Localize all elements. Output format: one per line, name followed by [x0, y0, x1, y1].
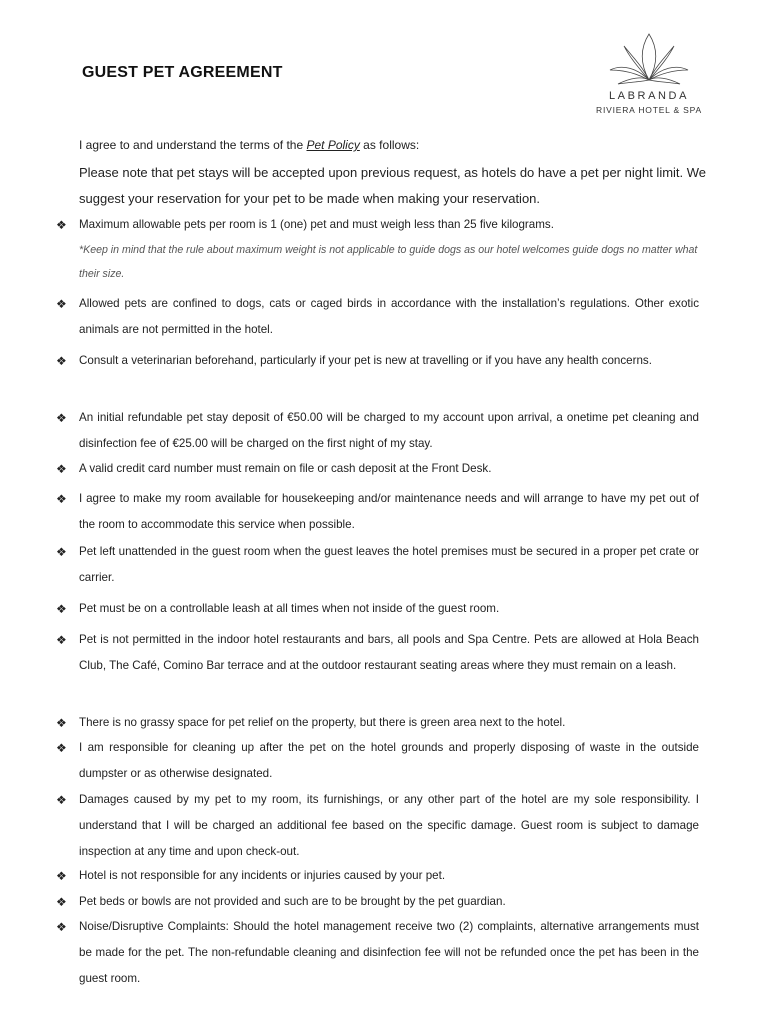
logo-brand-name: LABRANDA — [608, 90, 690, 102]
reservation-note: Please note that pet stays will be accepted upon previous request, as hotels do have a pet per night limit. We suggest your reservation for your pet to be made when making your reservation. — [79, 165, 707, 206]
list-item-text: Consult a veterinarian beforehand, particularly if your pet is new at travelling or if you have any health concerns. — [79, 354, 652, 367]
pet-policy-link[interactable]: Pet Policy — [306, 138, 360, 152]
list-item-text: There is no grassy space for pet relief on the property, but there is green area next to the hotel. — [79, 716, 566, 729]
list-item-text: Pet beds or bowls are not provided and such are to be brought by the pet guardian. — [79, 895, 506, 908]
list-item-text: Hotel is not responsible for any incidents or injuries caused by your pet. — [79, 869, 446, 882]
diamond-bullet-icon — [56, 895, 70, 909]
diamond-bullet-icon — [56, 462, 70, 476]
list-item-text: I am responsible for cleaning up after the pet on the hotel grounds and properly disposing of waste in the outside dumpster or as otherwise designated. — [79, 741, 699, 780]
list-item-text: An initial refundable pet stay deposit of €50.00 will be charged to my account upon arrival, a onetime pet cleaning and disinfection fee of €25.00 will be charged on the first night of my stay. — [79, 411, 699, 450]
diamond-bullet-icon — [56, 793, 70, 807]
logo-hotel-name: RIVIERA HOTEL & SPA — [596, 105, 702, 115]
list-item-text: A valid credit card number must remain on file or cash deposit at the Front Desk. — [79, 462, 492, 475]
diamond-bullet-icon — [56, 492, 70, 506]
intro-text-before: I agree to and understand the terms of the — [79, 138, 307, 152]
list-item-text: Allowed pets are confined to dogs, cats or caged birds in accordance with the installation’s regulations. Other exotic animals are not permitted in the hotel. — [79, 297, 699, 336]
list-item-text: Pet is not permitted in the indoor hotel restaurants and bars, all pools and Spa Centre. Pets are allowed at Hola Beach Club, The Café, Comino Bar terrace and at the outdoor restaurant seating areas where they must remain on a leash. — [79, 633, 699, 672]
diamond-bullet-icon — [56, 869, 70, 883]
guide-dog-note: *Keep in mind that the rule about maximum weight is not applicable to guide dogs as our hotel welcomes guide dogs no matter what their size. — [79, 244, 698, 280]
diamond-bullet-icon — [56, 920, 70, 934]
list-item-text: Pet left unattended in the guest room when the guest leaves the hotel premises must be secured in a proper pet crate or carrier. — [79, 545, 699, 584]
intro-text-after: as follows: — [359, 138, 420, 152]
list-item-text: Pet must be on a controllable leash at all times when not inside of the guest room. — [79, 602, 500, 615]
list-item-text: Maximum allowable pets per room is 1 (one) pet and must weigh less than 25 five kilograms. — [79, 218, 554, 231]
diamond-bullet-icon — [56, 411, 70, 425]
diamond-bullet-icon — [56, 741, 70, 755]
list-item-text: Damages caused by my pet to my room, its furnishings, or any other part of the hotel are my sole responsibility. I understand that I will be charged an additional fee based on the specific damage. Guest room is subject to damage inspection at any time and upon check-out. — [79, 793, 699, 858]
diamond-bullet-icon — [56, 297, 70, 311]
diamond-bullet-icon — [56, 218, 70, 232]
diamond-bullet-icon — [56, 354, 70, 368]
page-title: GUEST PET AGREEMENT — [82, 64, 283, 81]
list-item-text: I agree to make my room available for housekeeping and/or maintenance needs and will arrange to have my pet out of the room to accommodate this service when possible. — [79, 492, 699, 531]
list-item-text: Noise/Disruptive Complaints: Should the hotel management receive two (2) complaints, alternative arrangements must be made for the pet. The non-refundable cleaning and disinfection fee will not be refunded once the pet has been in the guest room. — [79, 920, 699, 985]
diamond-bullet-icon — [56, 633, 70, 647]
diamond-bullet-icon — [56, 602, 70, 616]
diamond-bullet-icon — [56, 716, 70, 730]
diamond-bullet-icon — [56, 545, 70, 559]
